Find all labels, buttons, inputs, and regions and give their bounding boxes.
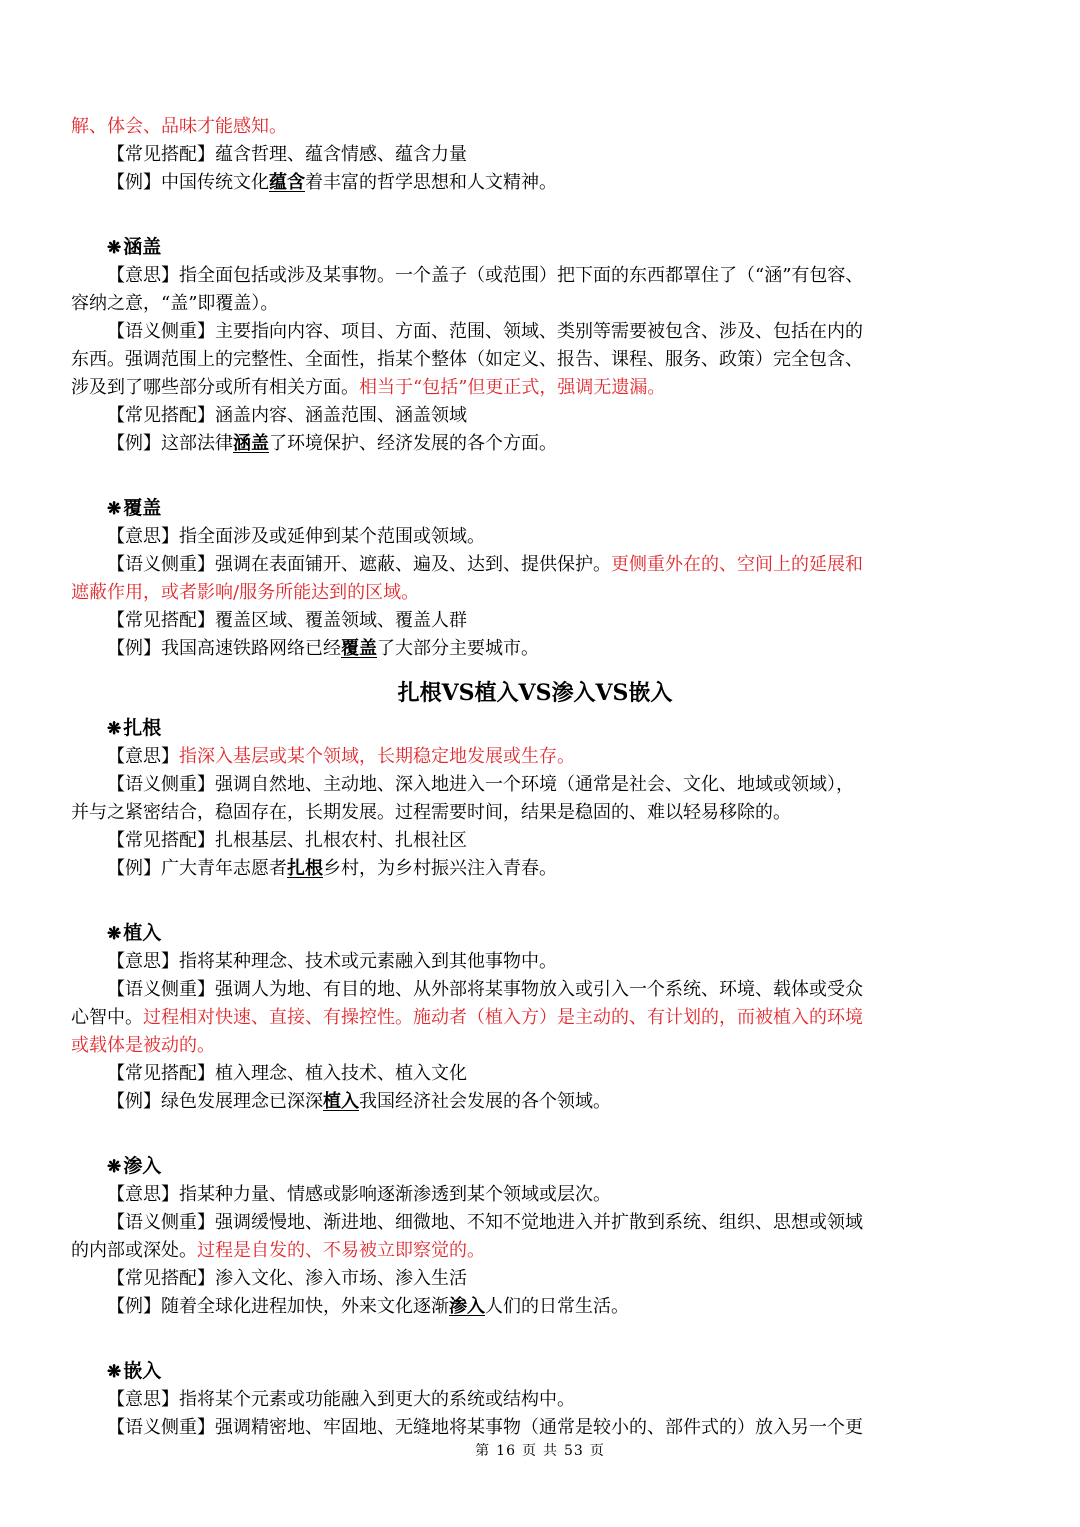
meaning-line: 容纳之意，“盖”即覆盖）。	[71, 293, 279, 314]
focus-line: 或载体是被动的。	[71, 1035, 215, 1056]
focus-line: 【语义侧重】强调自然地、主动地、深入地进入一个环境（通常是社会、文化、地域或领域），	[107, 774, 854, 795]
meaning-line: 【意思】指将某个元素或功能融入到更大的系统或结构中。	[107, 1389, 575, 1410]
keyword: 渗入	[449, 1296, 485, 1317]
keyword: 植入	[323, 1091, 359, 1112]
entry-heading-shenru: ❋ 渗入	[107, 1155, 162, 1177]
focus-line: 涉及到了哪些部分或所有相关方面。相当于“包括”但更正式，强调无遗漏。	[71, 377, 666, 398]
entry-heading-zhiru: ❋ 植入	[107, 922, 162, 944]
example-line: 【例】我国高速铁路网络已经覆盖了大部分主要城市。	[107, 638, 539, 659]
collocation-line: 【常见搭配】涵盖内容、涵盖范围、涵盖领域	[107, 405, 467, 426]
focus-line: 的内部或深处。过程是自发的、不易被立即察觉的。	[71, 1240, 485, 1261]
meaning-line: 【意思】指全面包括或涉及某事物。一个盖子（或范围）把下面的东西都罩住了（“涵”有包容、	[107, 265, 864, 286]
focus-line: 【语义侧重】强调在表面铺开、遮蔽、遍及、达到、提供保护。更侧重外在的、空间上的延展和	[107, 554, 863, 575]
asterisk-icon: ❋	[107, 719, 122, 739]
meaning-line: 【意思】指全面涉及或延伸到某个范围或领域。	[107, 526, 485, 547]
entry-heading-zhagen: ❋ 扎根	[107, 717, 162, 739]
focus-line: 【语义侧重】强调精密地、牢固地、无缝地将某事物（通常是较小的、部件式的）放入另一个更	[107, 1417, 863, 1438]
collocation-line: 【常见搭配】植入理念、植入技术、植入文化	[107, 1063, 467, 1084]
document-body	[71, 113, 999, 1442]
total-pages: 53	[564, 1443, 584, 1459]
page-footer: 第 16 页 共 53 页	[475, 1443, 605, 1459]
highlight-text: 相当于“包括”但更正式，强调无遗漏。	[359, 377, 666, 398]
collocation-line: 【常见搭配】蕴含哲理、蕴含情感、蕴含力量	[107, 144, 467, 165]
keyword: 蕴含	[269, 172, 305, 193]
meaning-line: 【意思】指某种力量、情感或影响逐渐渗透到某个领域或层次。	[107, 1184, 611, 1205]
asterisk-icon: ❋	[107, 1157, 122, 1177]
focus-line: 【语义侧重】强调缓慢地、渐进地、细微地、不知不觉地进入并扩散到系统、组织、思想或领域	[107, 1212, 863, 1233]
collocation-line: 【常见搭配】扎根基层、扎根农村、扎根社区	[107, 830, 467, 851]
asterisk-icon: ❋	[107, 499, 122, 519]
keyword: 覆盖	[341, 638, 377, 659]
meaning-line: 【意思】指将某种理念、技术或元素融入到其他事物中。	[107, 951, 557, 972]
focus-line: 【语义侧重】强调人为地、有目的地、从外部将某事物放入或引入一个系统、环境、载体或受众	[107, 979, 863, 1000]
asterisk-icon: ❋	[107, 924, 122, 944]
meaning-line: 【意思】指深入基层或某个领域，长期稳定地发展或生存。	[107, 746, 575, 767]
asterisk-icon: ❋	[107, 238, 122, 258]
example-line: 【例】中国传统文化蕴含着丰富的哲学思想和人文精神。	[107, 172, 557, 193]
entry-heading-hangai: ❋ 涵盖	[107, 236, 162, 258]
focus-line: 并与之紧密结合，稳固存在，长期发展。过程需要时间，结果是稳固的、难以轻易移除的。	[71, 802, 791, 823]
focus-line: 遮蔽作用，或者影响/服务所能达到的区域。	[71, 582, 420, 603]
highlight-text: 过程是自发的、不易被立即察觉的。	[197, 1240, 485, 1261]
collocation-line: 【常见搭配】覆盖区域、覆盖领域、覆盖人群	[107, 610, 467, 631]
focus-line: 【语义侧重】主要指向内容、项目、方面、范围、领域、类别等需要被包含、涉及、包括在内的	[107, 321, 863, 342]
keyword: 涵盖	[233, 433, 269, 454]
focus-line: 心智中。过程相对快速、直接、有操控性。施动者（植入方）是主动的、有计划的，而被植入的环境	[71, 1007, 863, 1028]
collocation-line: 【常见搭配】渗入文化、渗入市场、渗入生活	[107, 1268, 467, 1289]
example-line: 【例】这部法律涵盖了环境保护、经济发展的各个方面。	[107, 433, 557, 454]
page-number: 16	[496, 1443, 516, 1459]
entry-heading-fugai: ❋ 覆盖	[107, 497, 162, 519]
example-line: 【例】广大青年志愿者扎根乡村，为乡村振兴注入青春。	[107, 858, 557, 879]
example-line: 【例】随着全球化进程加快，外来文化逐渐渗入人们的日常生活。	[107, 1296, 629, 1317]
asterisk-icon: ❋	[107, 1362, 122, 1382]
section-title: 扎根VS植入VS渗入VS嵌入	[397, 680, 673, 706]
entry-heading-qianru: ❋ 嵌入	[107, 1360, 162, 1382]
continued-text: 解、体会、品味才能感知。	[71, 116, 287, 137]
highlight-text: 更侧重外在的、空间上的延展和	[611, 554, 863, 575]
highlight-text: 过程相对快速、直接、有操控性。施动者（植入方）是主动的、有计划的，而被植入的环境	[143, 1007, 863, 1028]
highlight-text: 指深入基层或某个领域，长期稳定地发展或生存。	[179, 746, 575, 767]
keyword: 扎根	[287, 858, 323, 879]
focus-line: 东西。强调范围上的完整性、全面性，指某个整体（如定义、报告、课程、服务、政策）完全包含、	[71, 349, 863, 370]
example-line: 【例】绿色发展理念已深深植入我国经济社会发展的各个领域。	[107, 1091, 611, 1112]
